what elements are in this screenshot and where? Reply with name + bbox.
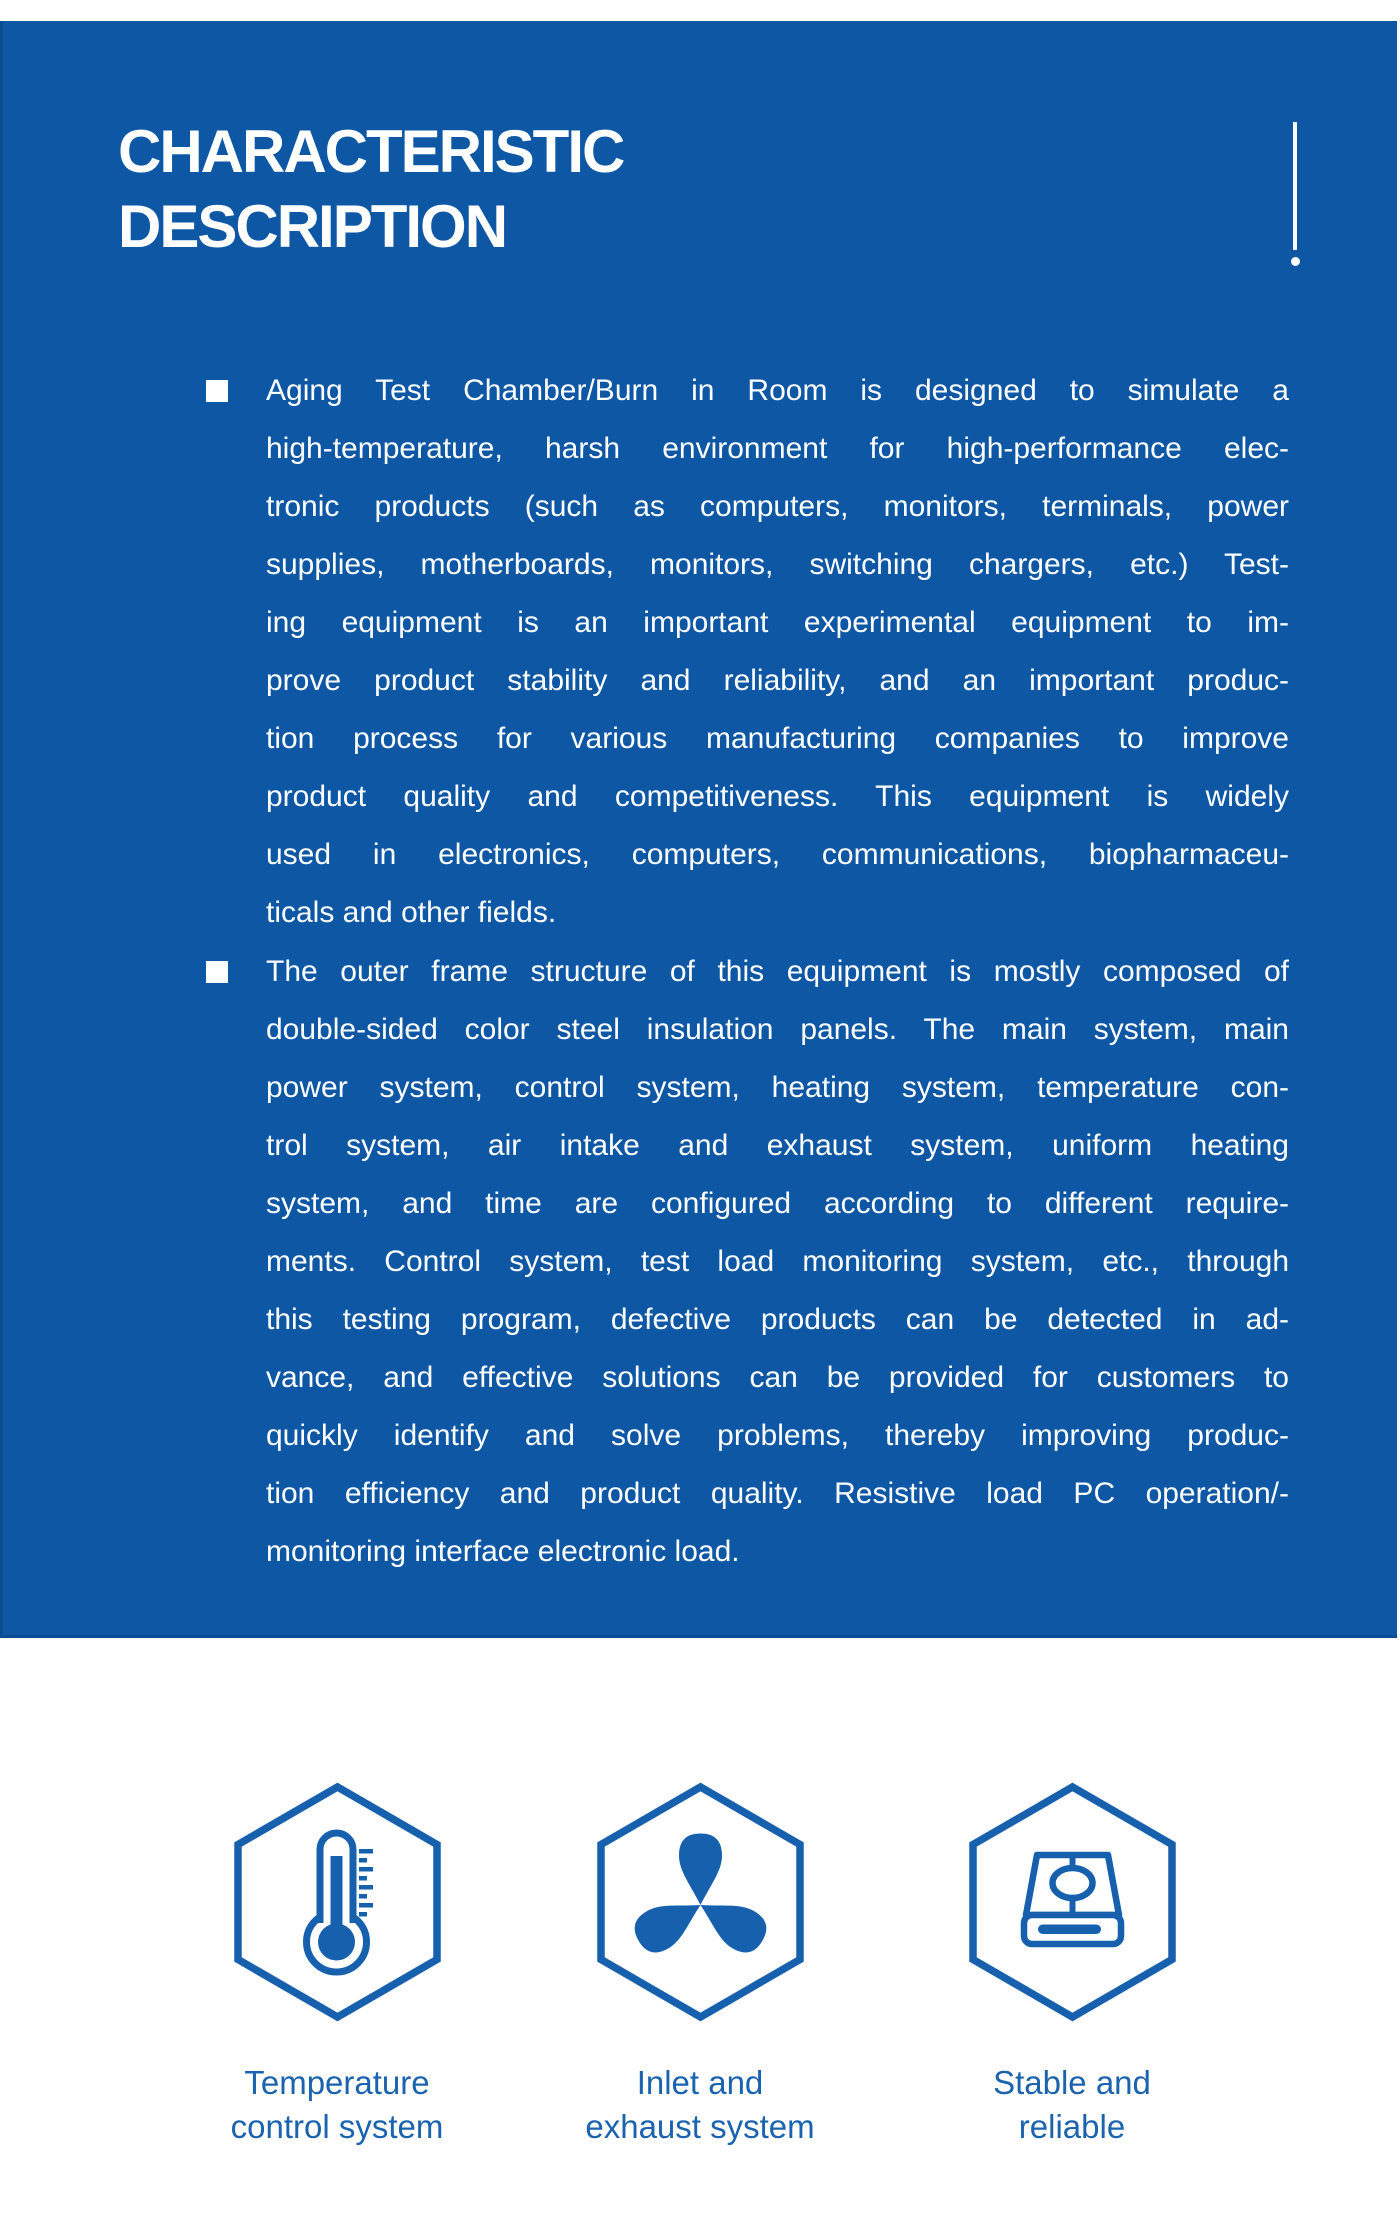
text-line: tion efficiency and product quality. Resistive load PC operation/- xyxy=(266,1477,1289,1510)
feature-caption-line-2: exhaust system xyxy=(585,2108,815,2145)
decorative-line xyxy=(1293,122,1297,250)
feature-caption-line-2: reliable xyxy=(1018,2108,1126,2145)
text-line: trol system, air intake and exhaust system, uniform heating xyxy=(266,1129,1289,1162)
feature-caption xyxy=(187,2061,487,2149)
text-line: tion process for various manufacturing companies to improve xyxy=(266,722,1289,755)
text-line: used in electronics, computers, communications, biopharmaceu- xyxy=(266,838,1289,871)
feature-caption xyxy=(550,2061,850,2149)
square-bullet-icon xyxy=(206,961,228,983)
feature-caption-line-1: Inlet and xyxy=(636,2064,764,2101)
feature-temperature-control xyxy=(187,1781,487,2149)
text-line: Aging Test Chamber/Burn in Room is designed to simulate a xyxy=(266,374,1289,407)
hard-drive-icon xyxy=(967,1781,1178,2023)
feature-inlet-exhaust xyxy=(550,1781,850,2149)
thermometer-icon xyxy=(232,1781,443,2023)
text-line: vance, and effective solutions can be provided for customers to xyxy=(266,1361,1289,1394)
text-line: this testing program, defective products can be detected in ad- xyxy=(266,1303,1289,1336)
bullet-paragraph xyxy=(266,362,1289,942)
decorative-dot xyxy=(1291,257,1300,266)
text-line: product quality and competitiveness. This equipment is widely xyxy=(266,780,1289,813)
feature-caption-line-2: control system xyxy=(230,2108,444,2145)
fan-icon xyxy=(595,1781,806,2023)
text-line: The outer frame structure of this equipment is mostly composed of xyxy=(266,955,1289,988)
bullet-item xyxy=(206,362,1291,942)
text-line: tronic products (such as computers, monitors, terminals, power xyxy=(266,490,1289,523)
page-title-line-2: DESCRIPTION xyxy=(118,193,507,260)
feature-stable-reliable xyxy=(922,1781,1222,2149)
text-line: monitoring interface electronic load. xyxy=(266,1535,740,1568)
text-line: ing equipment is an important experimental equipment to im- xyxy=(266,606,1289,639)
text-line: double-sided color steel insulation panels. The main system, main xyxy=(266,1013,1289,1046)
square-bullet-icon xyxy=(206,380,228,402)
page-title-line-1: CHARACTERISTIC xyxy=(118,118,624,185)
feature-caption-line-1: Stable and xyxy=(993,2064,1151,2101)
text-line: ticals and other fields. xyxy=(266,896,557,929)
feature-caption xyxy=(922,2061,1222,2149)
page-title xyxy=(118,114,623,264)
text-line: power system, control system, heating system, temperature con- xyxy=(266,1071,1289,1104)
bullet-list xyxy=(206,362,1291,1581)
text-line: quickly identify and solve problems, thereby improving produc- xyxy=(266,1419,1289,1452)
text-line: prove product stability and reliability, and an important produc- xyxy=(266,664,1289,697)
characteristic-panel xyxy=(0,21,1397,1638)
feature-caption-line-1: Temperature xyxy=(244,2064,430,2101)
text-line: supplies, motherboards, monitors, switching chargers, etc.) Test- xyxy=(266,548,1289,581)
text-line: system, and time are configured according to different require- xyxy=(266,1187,1289,1220)
text-line: high-temperature, harsh environment for high-performance elec- xyxy=(266,432,1289,465)
bullet-paragraph xyxy=(266,943,1289,1581)
bullet-item xyxy=(206,943,1291,1581)
text-line: ments. Control system, test load monitoring system, etc., through xyxy=(266,1245,1289,1278)
